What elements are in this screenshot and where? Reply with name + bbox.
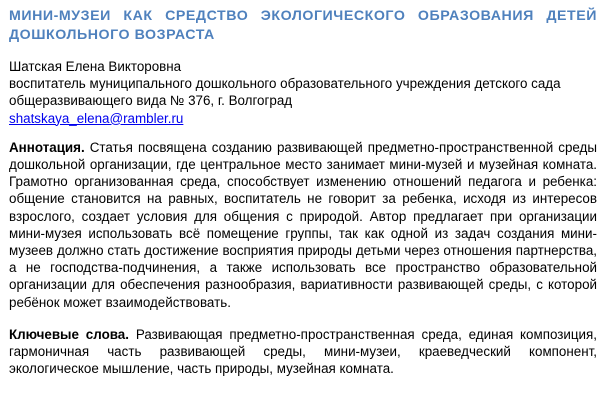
keywords-label: Ключевые слова. xyxy=(9,326,129,342)
author-block xyxy=(9,58,597,127)
abstract-text: Статья посвящена созданию развивающей предметно-пространственной среды дошкольной организации, где центральное место занимает мини-музей и музейная комната. Грамотно организованная среда, способствует изменению отношений педагога и ребенка: общение становится на равных, воспитатель не говорит за ребенка, исходя из интересов взрослого, создает условия для общения с природой. Автор предлагает при организации мини-музея использовать всё помещение группы, так как одной из задач создания мини-музеев должно стать достижение восприятия природы детьми через отношения партнерства, а не господства-подчинения, а также использовать все пространство образовательной организации для обеспечения разнообразия, вариативности развивающей среды, с которой ребёнок может взаимодействовать. xyxy=(9,139,597,310)
article-page xyxy=(9,7,597,377)
keywords-paragraph xyxy=(9,326,597,378)
article-title: МИНИ-МУЗЕИ КАК СРЕДСТВО ЭКОЛОГИЧЕСКОГО ОБРАЗОВАНИЯ ДЕТЕЙ ДОШКОЛЬНОГО ВОЗРАСТА xyxy=(9,8,597,43)
author-email-line xyxy=(9,110,597,127)
author-name: Шатская Елена Викторовна xyxy=(9,59,182,74)
keywords-text: Развивающая предметно-пространственная среда, единая композиция, гармоничная часть развивающей среды, мини-музеи, краеведческий компонент, экологическое мышление, часть природы, музейная комната. xyxy=(9,326,597,377)
author-email-link[interactable]: shatskaya_elena@rambler.ru xyxy=(9,110,184,126)
author-affiliation: воспитатель муниципального дошкольного образовательного учреждения детского сада общеразвивающего вида № 376, г. Волгоград xyxy=(9,76,561,109)
abstract-paragraph xyxy=(9,139,597,311)
abstract-label: Аннотация. xyxy=(9,139,85,155)
